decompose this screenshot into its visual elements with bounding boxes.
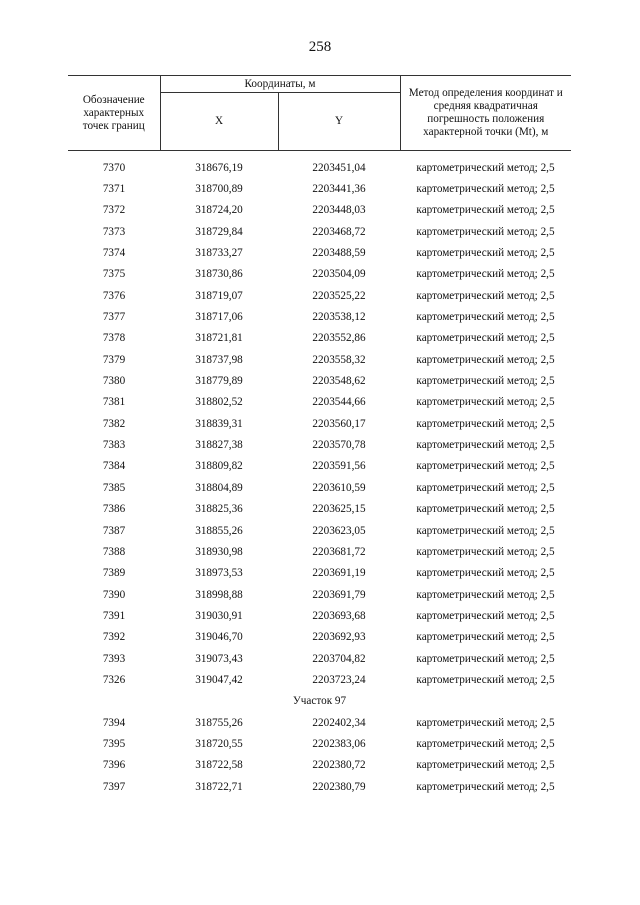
point-id-cell: 7388 (102, 545, 126, 558)
point-id-cell: 7373 (102, 225, 126, 238)
x-coordinate-cell: 318722,71 (195, 780, 243, 793)
table-row (68, 306, 571, 327)
table-row (68, 200, 571, 221)
y-coordinate-cell: 2203623,05 (312, 524, 366, 537)
header-x: X (160, 93, 278, 151)
y-coordinate-cell: 2203448,03 (312, 204, 366, 217)
y-coordinate-cell: 2203468,72 (312, 225, 366, 238)
x-coordinate-cell: 318717,06 (195, 311, 243, 324)
x-coordinate-cell: 318720,55 (195, 737, 243, 750)
point-id-cell: 7387 (102, 524, 126, 537)
y-coordinate-cell: 2202402,34 (312, 716, 366, 729)
point-id-cell: 7372 (102, 204, 126, 217)
y-coordinate-cell: 2203570,78 (312, 439, 366, 452)
point-id-cell: 7385 (102, 481, 126, 494)
y-coordinate-cell: 2203560,17 (312, 417, 366, 430)
y-coordinate-cell: 2203591,56 (312, 460, 366, 473)
point-id-cell: 7378 (102, 332, 126, 345)
y-coordinate-cell: 2203451,04 (312, 161, 366, 174)
y-coordinate-cell: 2203552,86 (312, 332, 366, 345)
x-coordinate-cell: 318825,36 (195, 503, 243, 516)
header-point-designation: Обозначение характерных точек границ (68, 76, 160, 151)
point-id-cell: 7379 (102, 353, 126, 366)
table-row (68, 584, 571, 605)
x-coordinate-cell: 318779,89 (195, 375, 243, 388)
x-coordinate-cell: 319046,70 (195, 631, 243, 644)
method-cell: картометрический метод; 2,5 (416, 311, 555, 324)
table-row (68, 264, 571, 285)
point-id-cell: 7397 (102, 780, 126, 793)
y-coordinate-cell: 2203625,15 (312, 503, 366, 516)
point-id-cell: 7371 (102, 183, 126, 196)
table-row (68, 776, 571, 797)
x-coordinate-cell: 318802,52 (195, 396, 243, 409)
table-body (68, 151, 571, 798)
x-coordinate-cell: 318737,98 (195, 353, 243, 366)
point-id-cell: 7390 (102, 588, 126, 601)
point-id-cell: 7370 (102, 161, 126, 174)
section-row (68, 691, 571, 712)
point-id-cell: 7391 (102, 609, 126, 622)
table-row (68, 328, 571, 349)
method-cell: картометрический метод; 2,5 (416, 289, 555, 302)
method-cell: картометрический метод; 2,5 (416, 268, 555, 281)
method-cell: картометрический метод; 2,5 (416, 524, 555, 537)
x-coordinate-cell: 318973,53 (195, 567, 243, 580)
method-cell: картометрический метод; 2,5 (416, 503, 555, 516)
y-coordinate-cell: 2203723,24 (312, 673, 366, 686)
y-coordinate-cell: 2202380,79 (312, 780, 366, 793)
y-coordinate-cell: 2203525,22 (312, 289, 366, 302)
method-cell: картометрический метод; 2,5 (416, 332, 555, 345)
method-cell: картометрический метод; 2,5 (416, 780, 555, 793)
coordinates-table (68, 75, 571, 797)
table-row (68, 370, 571, 391)
method-cell: картометрический метод; 2,5 (416, 631, 555, 644)
y-coordinate-cell: 2203538,12 (312, 311, 366, 324)
method-cell: картометрический метод; 2,5 (416, 417, 555, 430)
point-id-cell: 7375 (102, 268, 126, 281)
method-cell: картометрический метод; 2,5 (416, 481, 555, 494)
table-row (68, 151, 571, 179)
table-row (68, 434, 571, 455)
method-cell: картометрический метод; 2,5 (416, 225, 555, 238)
y-coordinate-cell: 2203558,32 (312, 353, 366, 366)
method-cell: картометрический метод; 2,5 (416, 737, 555, 750)
table-row (68, 627, 571, 648)
x-coordinate-cell: 318722,58 (195, 759, 243, 772)
table-row (68, 178, 571, 199)
table-row (68, 285, 571, 306)
point-id-cell: 7395 (102, 737, 126, 750)
table-row (68, 499, 571, 520)
method-cell: картометрический метод; 2,5 (416, 673, 555, 686)
method-cell: картометрический метод; 2,5 (416, 375, 555, 388)
x-coordinate-cell: 319073,43 (195, 652, 243, 665)
method-cell: картометрический метод; 2,5 (416, 652, 555, 665)
x-coordinate-cell: 318930,98 (195, 545, 243, 558)
table-row (68, 669, 571, 690)
header-y: Y (278, 93, 400, 151)
header-method: Метод определения координат и средняя квадратичная погрешность положения характерной точки (Mt), м (400, 76, 571, 151)
table-row (68, 477, 571, 498)
section-title: Участок 97 (292, 695, 347, 708)
point-id-cell: 7382 (102, 417, 126, 430)
x-coordinate-cell: 318998,88 (195, 588, 243, 601)
table-row (68, 563, 571, 584)
point-id-cell: 7394 (102, 716, 126, 729)
x-coordinate-cell: 318839,31 (195, 417, 243, 430)
method-cell: картометрический метод; 2,5 (416, 161, 555, 174)
table-row (68, 520, 571, 541)
x-coordinate-cell: 318827,38 (195, 439, 243, 452)
y-coordinate-cell: 2203704,82 (312, 652, 366, 665)
point-id-cell: 7376 (102, 289, 126, 302)
y-coordinate-cell: 2202380,72 (312, 759, 366, 772)
x-coordinate-cell: 319030,91 (195, 609, 243, 622)
x-coordinate-cell: 318804,89 (195, 481, 243, 494)
y-coordinate-cell: 2203691,79 (312, 588, 366, 601)
table-row (68, 392, 571, 413)
y-coordinate-cell: 2203693,68 (312, 609, 366, 622)
x-coordinate-cell: 318719,07 (195, 289, 243, 302)
table-row (68, 712, 571, 733)
page-number: 258 (308, 39, 332, 55)
point-id-cell: 7389 (102, 567, 126, 580)
y-coordinate-cell: 2203691,19 (312, 567, 366, 580)
y-coordinate-cell: 2203544,66 (312, 396, 366, 409)
point-id-cell: 7326 (102, 673, 126, 686)
x-coordinate-cell: 318729,84 (195, 225, 243, 238)
point-id-cell: 7393 (102, 652, 126, 665)
method-cell: картометрический метод; 2,5 (416, 396, 555, 409)
table-row (68, 242, 571, 263)
table-row (68, 648, 571, 669)
table-header (68, 76, 571, 151)
table-row (68, 733, 571, 754)
x-coordinate-cell: 318700,89 (195, 183, 243, 196)
method-cell: картометрический метод; 2,5 (416, 588, 555, 601)
x-coordinate-cell: 318755,26 (195, 716, 243, 729)
table-row (68, 605, 571, 626)
point-id-cell: 7386 (102, 503, 126, 516)
method-cell: картометрический метод; 2,5 (416, 460, 555, 473)
method-cell: картометрический метод; 2,5 (416, 439, 555, 452)
method-cell: картометрический метод; 2,5 (416, 247, 555, 260)
table-row (68, 456, 571, 477)
y-coordinate-cell: 2203504,09 (312, 268, 366, 281)
y-coordinate-cell: 2203692,93 (312, 631, 366, 644)
x-coordinate-cell: 318733,27 (195, 247, 243, 260)
x-coordinate-cell: 318809,82 (195, 460, 243, 473)
method-cell: картометрический метод; 2,5 (416, 545, 555, 558)
x-coordinate-cell: 318730,86 (195, 268, 243, 281)
y-coordinate-cell: 2203488,59 (312, 247, 366, 260)
point-id-cell: 7392 (102, 631, 126, 644)
x-coordinate-cell: 318676,19 (195, 161, 243, 174)
x-coordinate-cell: 318855,26 (195, 524, 243, 537)
method-cell: картометрический метод; 2,5 (416, 204, 555, 217)
method-cell: картометрический метод; 2,5 (416, 609, 555, 622)
method-cell: картометрический метод; 2,5 (416, 759, 555, 772)
table-row (68, 755, 571, 776)
y-coordinate-cell: 2203548,62 (312, 375, 366, 388)
table-row (68, 349, 571, 370)
x-coordinate-cell: 319047,42 (195, 673, 243, 686)
point-id-cell: 7374 (102, 247, 126, 260)
x-coordinate-cell: 318724,20 (195, 204, 243, 217)
method-cell: картометрический метод; 2,5 (416, 183, 555, 196)
table-row (68, 221, 571, 242)
point-id-cell: 7381 (102, 396, 126, 409)
point-id-cell: 7380 (102, 375, 126, 388)
method-cell: картометрический метод; 2,5 (416, 353, 555, 366)
point-id-cell: 7384 (102, 460, 126, 473)
point-id-cell: 7383 (102, 439, 126, 452)
header-coordinates: Координаты, м (160, 76, 400, 93)
point-id-cell: 7377 (102, 311, 126, 324)
point-id-cell: 7396 (102, 759, 126, 772)
y-coordinate-cell: 2203610,59 (312, 481, 366, 494)
table-row (68, 541, 571, 562)
y-coordinate-cell: 2202383,06 (312, 737, 366, 750)
x-coordinate-cell: 318721,81 (195, 332, 243, 345)
method-cell: картометрический метод; 2,5 (416, 716, 555, 729)
table-row (68, 413, 571, 434)
method-cell: картометрический метод; 2,5 (416, 567, 555, 580)
y-coordinate-cell: 2203441,36 (312, 183, 366, 196)
y-coordinate-cell: 2203681,72 (312, 545, 366, 558)
